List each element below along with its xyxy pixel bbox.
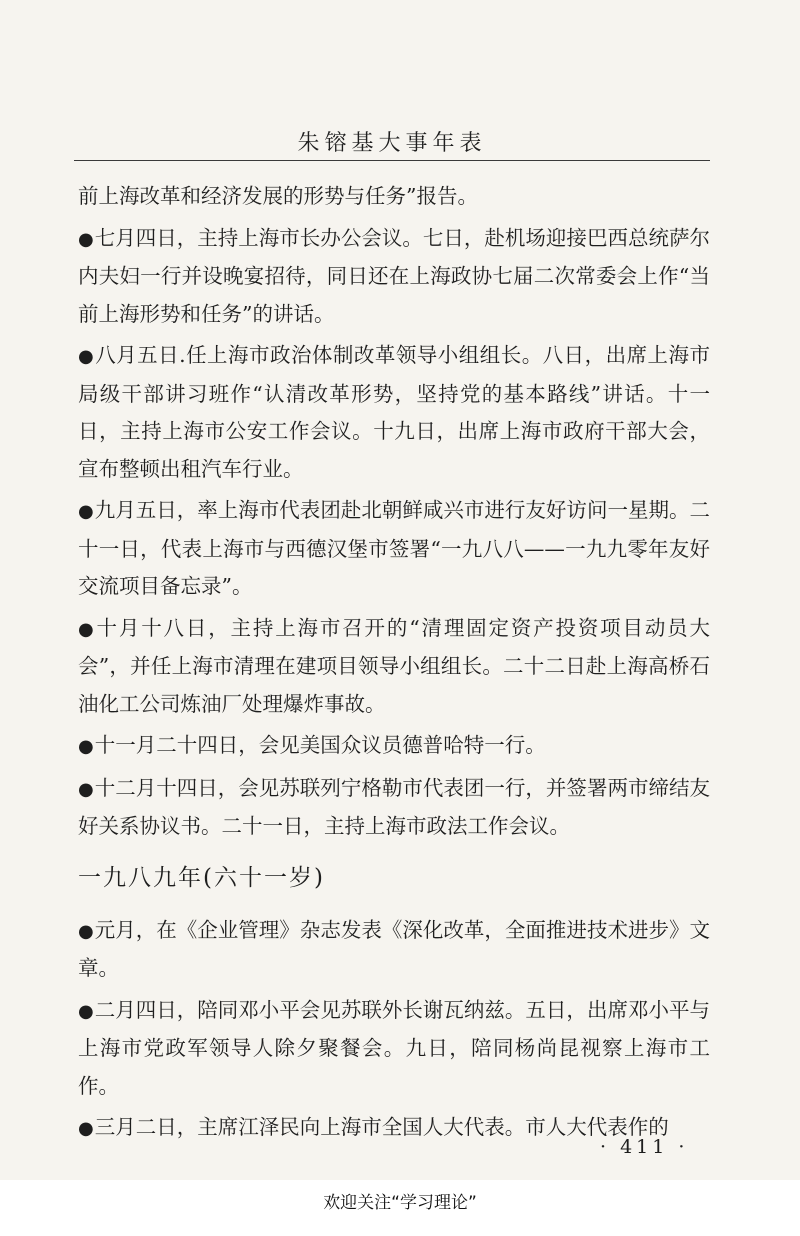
paragraph-text: 七月四日，主持上海市长办公会议。七日，赴机场迎接巴西总统萨尔内夫妇一行并设晚宴招待，同日还在上海政协七届二次常委会上作“当前上海形势和任务”的讲话。 (78, 225, 710, 326)
paragraph-text: 十二月十四日，会见苏联列宁格勒市代表团一行，并签署两市缔结友好关系协议书。二十一日，主持上海市政法工作会议。 (78, 775, 710, 838)
bullet-dot-icon: ● (78, 346, 95, 367)
bullet-dot-icon: ● (78, 228, 94, 250)
bullet-dot-icon: ● (78, 1118, 94, 1139)
paragraph-text: 二月四日，陪同邓小平会见苏联外长谢瓦纳兹。五日，出席邓小平与上海市党政军领导人除夕聚餐会。九日，陪同杨尚昆视察上海市工作。 (78, 997, 710, 1098)
header-rule (74, 160, 710, 161)
paragraph (78, 610, 710, 724)
paragraph-text: 元月，在《企业管理》杂志发表《深化改革，全面推进技术进步》文章。 (78, 917, 710, 980)
bullet-dot-icon: ● (78, 618, 96, 640)
bullet-dot-icon: ● (78, 1000, 94, 1022)
paragraph (78, 727, 710, 766)
running-head-title: 朱镕基大事年表 (297, 131, 487, 156)
paragraph (78, 770, 710, 846)
paragraph (78, 992, 710, 1106)
footer-caption: 欢迎关注“学习理论” (323, 1193, 477, 1213)
paragraph (78, 492, 710, 606)
year-heading: 一九八九年(六十一岁) (78, 864, 325, 891)
bullet-dot-icon: ● (78, 736, 94, 757)
page-body (78, 178, 710, 1152)
paragraph-text: 十月十八日，主持上海市召开的“清理固定资产投资项目动员大会”，并任上海市清理在建项目领导小组组长。二十二日赴上海高桥石油化工公司炼油厂处理爆炸事故。 (78, 615, 710, 716)
paragraph (78, 912, 710, 988)
paragraph-text: 八月五日.任上海市政治体制改革领导小组组长。八日，出席上海市局级干部讲习班作“认清改革形势，坚持党的基本路线”讲话。十一日，主持上海市公安工作会议。十九日，出席上海市政府干部大会，宣布整顿出租汽车行业。 (78, 343, 710, 481)
paragraph (78, 178, 710, 216)
page-number: · 411 · (600, 1136, 689, 1158)
paragraph (78, 220, 710, 334)
paragraph (78, 337, 710, 488)
paragraph-text: 九月五日，率上海市代表团赴北朝鲜咸兴市进行友好访问一星期。二十一日，代表上海市与西德汉堡市签署“一九八八——一九九零年友好交流项目备忘录”。 (78, 498, 710, 598)
paragraph-text: 前上海改革和经济发展的形势与任务”报告。 (78, 184, 478, 208)
bullet-dot-icon: ● (78, 920, 94, 942)
paragraph-text: 十一月二十四日，会见美国众议员德普哈特一行。 (94, 733, 546, 757)
bullet-dot-icon: ● (78, 778, 94, 800)
bullet-dot-icon: ● (78, 501, 94, 522)
paragraph-text: 三月二日，主席江泽民向上海市全国人大代表。市人大代表作的 (94, 1115, 669, 1139)
